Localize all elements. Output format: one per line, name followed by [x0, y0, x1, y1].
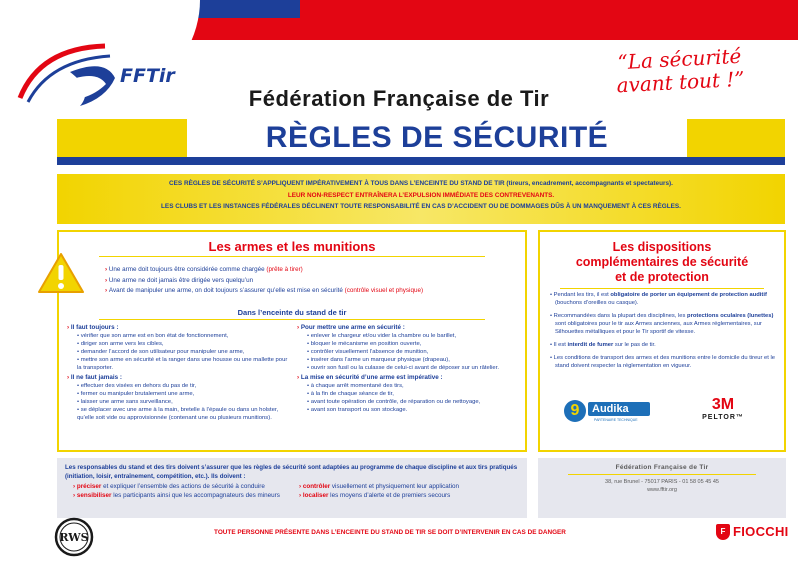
fiocchi-mark-icon: F [716, 524, 730, 540]
audika-logo [564, 398, 650, 426]
peltor-label: PELTOR™ [702, 414, 744, 421]
list-item: › sensibiliser les participants ainsi que les accompagnateurs des mineurs [73, 491, 293, 500]
list-item: • bloquer le mécanisme en position ouverte, [307, 340, 523, 348]
mettre-heading: › Pour mettre une arme en sécurité : [297, 324, 523, 332]
footer-warning: TOUTE PERSONNE PRÉSENTE DANS L’ENCEINTE DU STAND DE TIR SE DOIT D’INTERVENIR EN CAS DE DANGER [214, 529, 566, 536]
responsables-box [57, 458, 527, 518]
list-item: • Pendant les tirs, il est obligatoire de porter un équipement de protection auditif (bouchons d’oreilles ou casque). [550, 291, 776, 307]
intro-line-1: CES RÈGLES DE SÉCURITÉ S’APPLIQUENT IMPÉRATIVEMENT À TOUS DANS L’ENCEINTE DU STAND DE TIR (tireurs, encadrement, accompagnants et spectateurs). [169, 180, 673, 187]
address-line: 38, rue Brunel - 75017 PARIS - 01 58 05 45 45 [605, 479, 719, 485]
imperative-heading: › La mise en sécurité d’une arme est impérative : [297, 374, 523, 382]
list-item: › Avant de manipuler une arme, on doit toujours s’assurer qu’elle est mise en sécurité (contrôle visuel et physique) [105, 286, 495, 297]
list-item: › Une arme ne doit jamais être dirigée vers quelqu’un [105, 276, 495, 287]
armes-rules-list [105, 265, 495, 297]
list-item: › contrôler visuellement et physiquement leur application [299, 482, 519, 491]
list-item: • avant son transport ou son stockage. [307, 406, 523, 414]
armes-title: Les armes et les munitions [208, 239, 376, 254]
list-item: • demander l’accord de son utilisateur pour manipuler une arme, [77, 348, 293, 356]
fiocchi-name: FIOCCHI [733, 524, 789, 539]
list-item: • Il est interdit de fumer sur le pas de tir. [550, 341, 776, 349]
page-title: RÈGLES DE SÉCURITÉ [187, 119, 687, 157]
list-item: • enlever le chargeur et/ou vider la chambre ou le barillet, [307, 332, 523, 340]
enceinte-column-left [67, 322, 293, 422]
list-item: • avant toute opération de contrôle, de réparation ou de nettoyage, [307, 398, 523, 406]
slogan-line-2: avant tout !” [616, 66, 746, 98]
3m-peltor-logo [688, 396, 758, 421]
list-item: • ouvrir son fusil ou la culasse de celui-ci avant de déposer sur un râtelier. [307, 364, 523, 372]
list-item: › localiser les moyens d’alerte et de premiers secours [299, 491, 519, 500]
rws-text: RWS [59, 531, 89, 544]
list-item: • mettre son arme en sécurité et la ranger dans une housse ou une mallette pour la transporter. [77, 356, 293, 372]
rws-logo-icon [54, 517, 94, 557]
list-item: • effectuer des visées en dehors du pas de tir, [77, 382, 293, 390]
dispositions-list [550, 291, 776, 375]
jamais-list [67, 382, 293, 422]
list-item: › Une arme doit toujours être considérée comme chargée (prête à tirer) [105, 265, 495, 276]
responsables-text: Les responsables du stand et des tirs doivent s’assurer que les règles de sécurité sont adaptées au programme de chaque discipline et aux tirs pratiqués (initiation, loisir, entraînement, compétition, etc.). Ils doivent : [65, 464, 518, 480]
3m-logo: 3M [711, 396, 735, 413]
divider [99, 256, 485, 257]
intro-line-3: LES CLUBS ET LES INSTANCES FÉDÉRALES DÉCLINENT TOUTE RESPONSABILITÉ EN CAS D’ACCIDENT OU DE DOMMAGES DÛS À UN MANQUEMENT À CES RÈGLES. [161, 203, 681, 210]
list-item: • Les conditions de transport des armes et des munitions entre le domicile du tireur et le stand doivent respecter la réglementation en vigueur. [550, 354, 776, 370]
list-item: • à chaque arrêt momentané des tirs, [307, 382, 523, 390]
dispositions-box [538, 230, 786, 452]
list-item: • vérifier que son arme est en bon état de fonctionnement, [77, 332, 293, 340]
list-item: • se déplacer avec une arme à la main, bretelle à l’épaule ou dans un holster, qu’elle soit vide ou approvisionnée (contenant une ou plusieurs munitions). [77, 406, 293, 422]
list-item: › préciser et expliquer l’ensemble des actions de sécurité à conduire [73, 482, 293, 491]
responsables-column-left [73, 482, 293, 500]
list-item: • à la fin de chaque séance de tir, [307, 390, 523, 398]
enceinte-column-right [297, 322, 523, 414]
imperative-list [297, 382, 523, 414]
responsables-column-right [299, 482, 519, 500]
mettre-list [297, 332, 523, 372]
list-item: • diriger son arme vers les cibles, [77, 340, 293, 348]
list-item: • insérer dans l’arme un marqueur physique (drapeau), [307, 356, 523, 364]
jamais-heading: › Il ne faut jamais : [67, 374, 293, 382]
warning-triangle-icon [37, 252, 85, 294]
address-name: Fédération Française de Tir [568, 464, 756, 475]
enceinte-title: Dans l’enceinte du stand de tir [237, 308, 347, 317]
intro-banner [57, 174, 785, 224]
website-link[interactable]: www.fftir.org [647, 487, 677, 493]
armes-box [57, 230, 527, 452]
title-bar [57, 119, 785, 165]
logo-text: FFTir [120, 65, 175, 87]
list-item: • laisser une arme sans surveillance, [77, 398, 293, 406]
slogan-line-1: “La sécurité [616, 43, 742, 75]
divider [560, 288, 764, 289]
fiocchi-logo [716, 524, 792, 540]
address-box [538, 458, 786, 518]
audika-mark-icon: 9 [564, 400, 586, 422]
intro-line-2: LEUR NON-RESPECT ENTRAÎNERA L’EXPULSION IMMÉDIATE DES CONTREVENANTS. [287, 191, 555, 199]
toujours-list [67, 332, 293, 372]
divider [99, 319, 485, 320]
list-item: • fermer ou manipuler brutalement une arme, [77, 390, 293, 398]
federation-name: Fédération Française de Tir [248, 86, 550, 111]
dispositions-title: Les dispositions complémentaires de sécurité et de protection [575, 240, 749, 284]
audika-tagline: PARTENAIRE TECHNIQUE [594, 418, 638, 422]
list-item: • Recommandées dans la plupart des disciplines, les protections oculaires (lunettes) sont obligatoires pour le tir aux Armes anciennes, aux Armes réglementaires, sur Silhouettes métalliques et pour le Tir sportif de vitesse. [550, 312, 776, 336]
list-item: • contrôler visuellement l’absence de munition, [307, 348, 523, 356]
toujours-heading: › Il faut toujours : [67, 324, 293, 332]
audika-name: Audika [588, 402, 650, 416]
